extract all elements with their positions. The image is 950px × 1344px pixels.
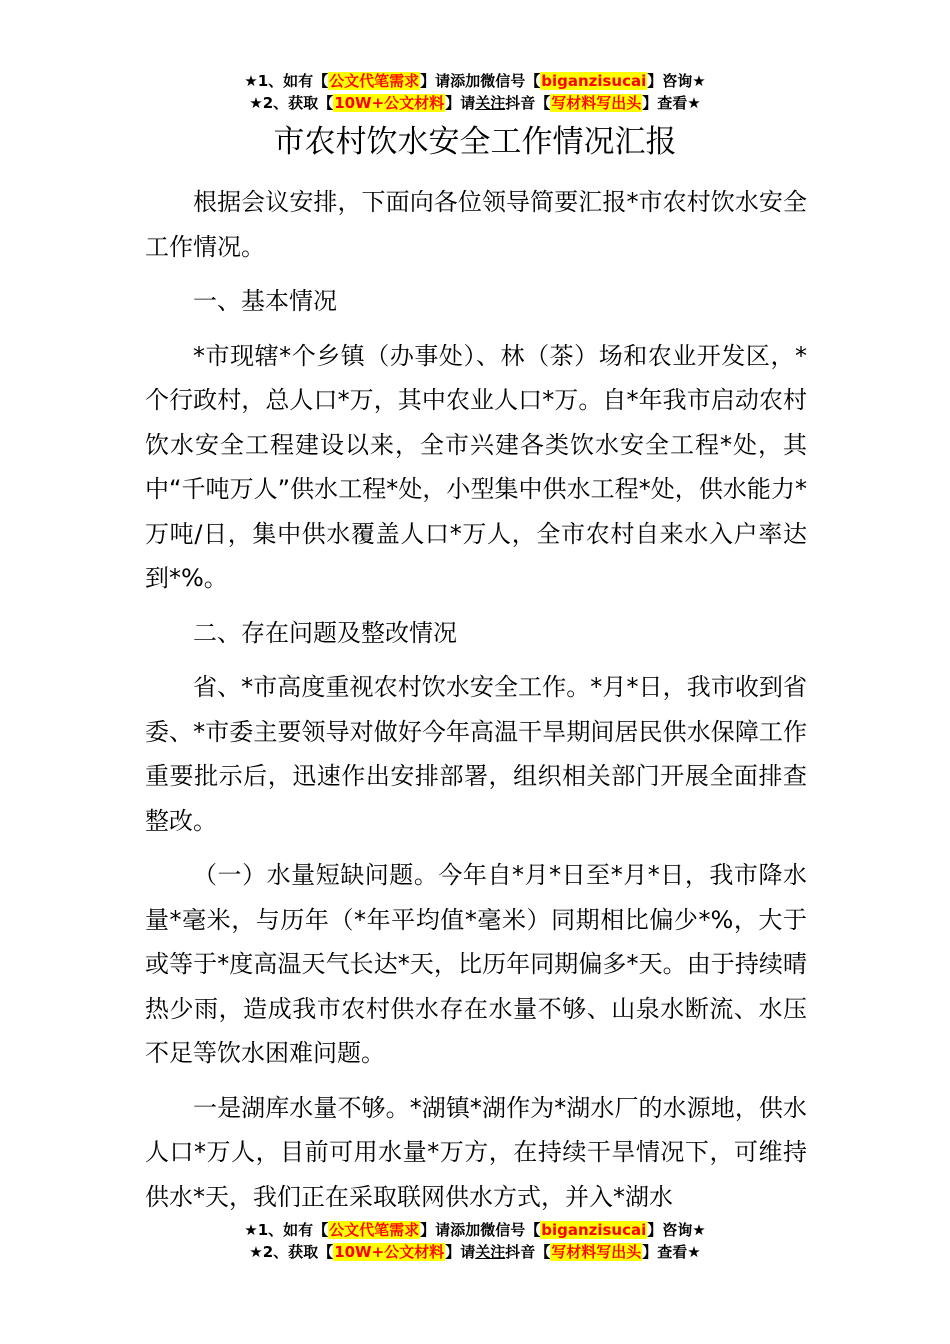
highlight-douyin-account: 写材料写出头 — [551, 94, 642, 112]
promo-line-1 — [0, 1219, 950, 1241]
promo-text: ★2、获取【 — [249, 1243, 334, 1261]
promo-text: ★1、如有【 — [244, 72, 329, 90]
promo-text: 】咨询★ — [647, 72, 706, 90]
promo-banner-top — [0, 70, 950, 114]
promo-text: ★1、如有【 — [244, 1221, 329, 1239]
highlight-materials: 10W+公文材料 — [334, 94, 445, 112]
paragraph-intro: 根据会议安排，下面向各位领导简要汇报*市农村饮水安全工作情况。 — [145, 188, 807, 261]
promo-text: 】请添 — [420, 72, 466, 90]
promo-text: 微信号【 — [480, 1221, 541, 1239]
promo-text-emphasis: 关注 — [475, 94, 506, 112]
promo-text: 】查看★ — [642, 94, 701, 112]
promo-banner-bottom — [0, 1219, 950, 1263]
section-heading-2: 二、存在问题及整改情况 — [193, 618, 457, 647]
promo-line-1 — [0, 70, 950, 92]
paragraph-basic-situation: *市现辖*个乡镇（办事处）、林（茶）场和农业开发区，*个行政村，总人口*万，其中农业人口*万。自*年我市启动农村饮水安全工程建设以来，全市兴建各类饮水安全工程*处，其中“千吨万人”供水工程*处，小型集中供水工程*处，供水能力*万吨/日，集中供水覆盖人口*万人，全市农村自来水入户率达到*%。 — [145, 341, 807, 592]
promo-text-emphasis: 加 — [465, 72, 481, 90]
highlight-service: 公文代笔需求 — [329, 1221, 420, 1239]
document-body — [145, 180, 807, 1229]
promo-text-emphasis: 关注 — [475, 1243, 506, 1261]
promo-text: 抖音【 — [505, 94, 551, 112]
promo-line-2 — [0, 1241, 950, 1263]
promo-text: 抖音【 — [505, 1243, 551, 1261]
promo-text: 】咨询★ — [647, 1221, 706, 1239]
highlight-wechat-id: biganzisucai — [541, 72, 647, 90]
promo-text: 】查看★ — [642, 1243, 701, 1261]
highlight-douyin-account: 写材料写出头 — [551, 1243, 642, 1261]
promo-text: ★2、获取【 — [249, 94, 334, 112]
highlight-materials: 10W+公文材料 — [334, 1243, 445, 1261]
section-heading-1: 一、基本情况 — [193, 287, 337, 315]
promo-line-2 — [0, 92, 950, 114]
paragraph-attention: 省、*市高度重视农村饮水安全工作。*月*日，我市收到省委、*市委主要领导对做好今年高温干旱期间居民供水保障工作重要批示后，迅速作出安排部署，组织相关部门开展全面排查整改。 — [145, 673, 807, 835]
highlight-wechat-id: biganzisucai — [541, 1221, 647, 1239]
promo-text: 】请 — [445, 1243, 476, 1261]
promo-text: 】请添 — [420, 1221, 466, 1239]
highlight-service: 公文代笔需求 — [329, 72, 420, 90]
promo-text-emphasis: 加 — [465, 1221, 481, 1239]
promo-text: 微信号【 — [480, 72, 541, 90]
document-title: 市农村饮水安全工作情况汇报 — [273, 124, 677, 160]
paragraph-water-shortage: （一）水量短缺问题。今年自*月*日至*月*日，我市降水量*毫米，与历年（*年平均值*毫米）同期相比偏少*%，大于或等于*度高温天气长达*天，比历年同期偏多*天。由于持续晴热少雨，造成我市农村供水存在水量不够、山泉水断流、水压不足等饮水困难问题。 — [145, 861, 807, 1067]
paragraph-lake-reservoir: 一是湖库水量不够。*湖镇*湖作为*湖水厂的水源地，供水人口*万人，目前可用水量*万方，在持续干旱情况下，可维持供水*天，我们正在采取联网供水方式，并入*湖水 — [145, 1093, 807, 1211]
promo-text: 】请 — [445, 94, 476, 112]
